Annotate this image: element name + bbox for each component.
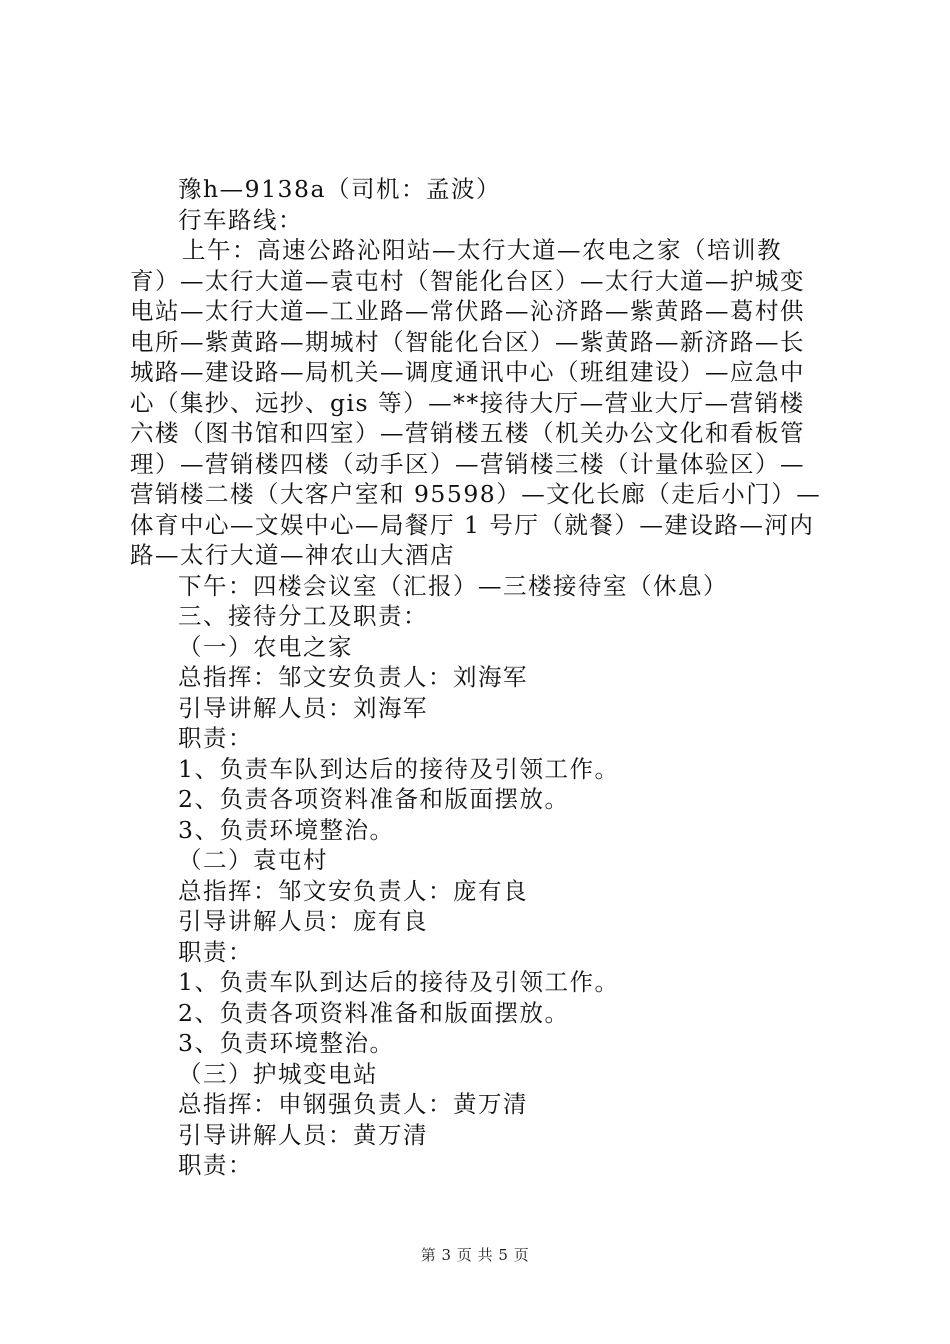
afternoon-route: 下午：四楼会议室（汇报）—三楼接待室（休息） [178, 571, 728, 600]
group-guide: 引导讲解人员：黄万清 [178, 1120, 428, 1149]
group-guide: 引导讲解人员：庞有良 [178, 907, 428, 935]
group-duty-label: 职责： [178, 724, 253, 752]
morning-route-line: 理）—营销楼四楼（动手区）—营销楼三楼（计量体验区）— [130, 449, 805, 478]
duty-item: 1、负责车队到达后的接待及引领工作。 [178, 754, 620, 783]
document-body [130, 174, 830, 1181]
group-commander: 总指挥：邹文安负责人：庞有良 [178, 876, 528, 905]
group-title: （三）护城变电站 [178, 1059, 378, 1088]
morning-route-line: 电所—紫黄路—期城村（智能化台区）—紫黄路—新济路—长 [130, 327, 805, 356]
duty-item: 2、负责各项资料准备和版面摆放。 [178, 785, 570, 813]
group-title: （一）农电之家 [178, 632, 353, 661]
page-footer: 第 3 页 共 5 页 [420, 1246, 530, 1264]
group-guide: 引导讲解人员：刘海军 [178, 693, 428, 722]
group-duty-label: 职责： [178, 1151, 253, 1179]
group-title: （二）袁屯村 [178, 846, 328, 874]
morning-route-line: 城路—建设路—局机关—调度通讯中心（班组建设）—应急中 [130, 358, 805, 386]
section-heading: 三、接待分工及职责： [178, 602, 428, 630]
morning-route-line: 育）—太行大道—袁屯村（智能化台区）—太行大道—护城变 [130, 266, 805, 295]
morning-route-line: 上午：高速公路沁阳站—太行大道—农电之家（培训教 [182, 236, 782, 264]
group-duty-label: 职责： [178, 937, 253, 966]
morning-route-line: 营销楼二楼（大客户室和 95598）—文化长廊（走后小门）— [130, 480, 822, 508]
morning-route-line: 六楼（图书馆和四室）—营销楼五楼（机关办公文化和看板管 [130, 419, 805, 447]
duty-item: 2、负责各项资料准备和版面摆放。 [178, 998, 570, 1027]
duty-item: 1、负责车队到达后的接待及引领工作。 [178, 968, 620, 996]
group-commander: 总指挥：申钢强负责人：黄万清 [178, 1090, 528, 1118]
duty-item: 3、负责环境整治。 [178, 815, 395, 844]
group-commander: 总指挥：邹文安负责人：刘海军 [178, 663, 528, 691]
morning-route-paragraph [130, 235, 830, 571]
morning-route-line: 路—太行大道—神农山大酒店 [130, 541, 455, 569]
duty-item: 3、负责环境整治。 [178, 1029, 395, 1057]
plate-line: 豫h—9138a（司机：孟波） [178, 175, 501, 203]
morning-route-line: 电站—太行大道—工业路—常伏路—沁济路—紫黄路—葛村供 [130, 297, 805, 325]
morning-route-line: 心（集抄、远抄、gis 等）—**接待大厅—营业大厅—营销楼 [130, 388, 805, 417]
route-heading: 行车路线： [178, 205, 303, 234]
morning-route-line: 体育中心—文娱中心—局餐厅 1 号厅（就餐）—建设路—河内 [130, 510, 815, 539]
